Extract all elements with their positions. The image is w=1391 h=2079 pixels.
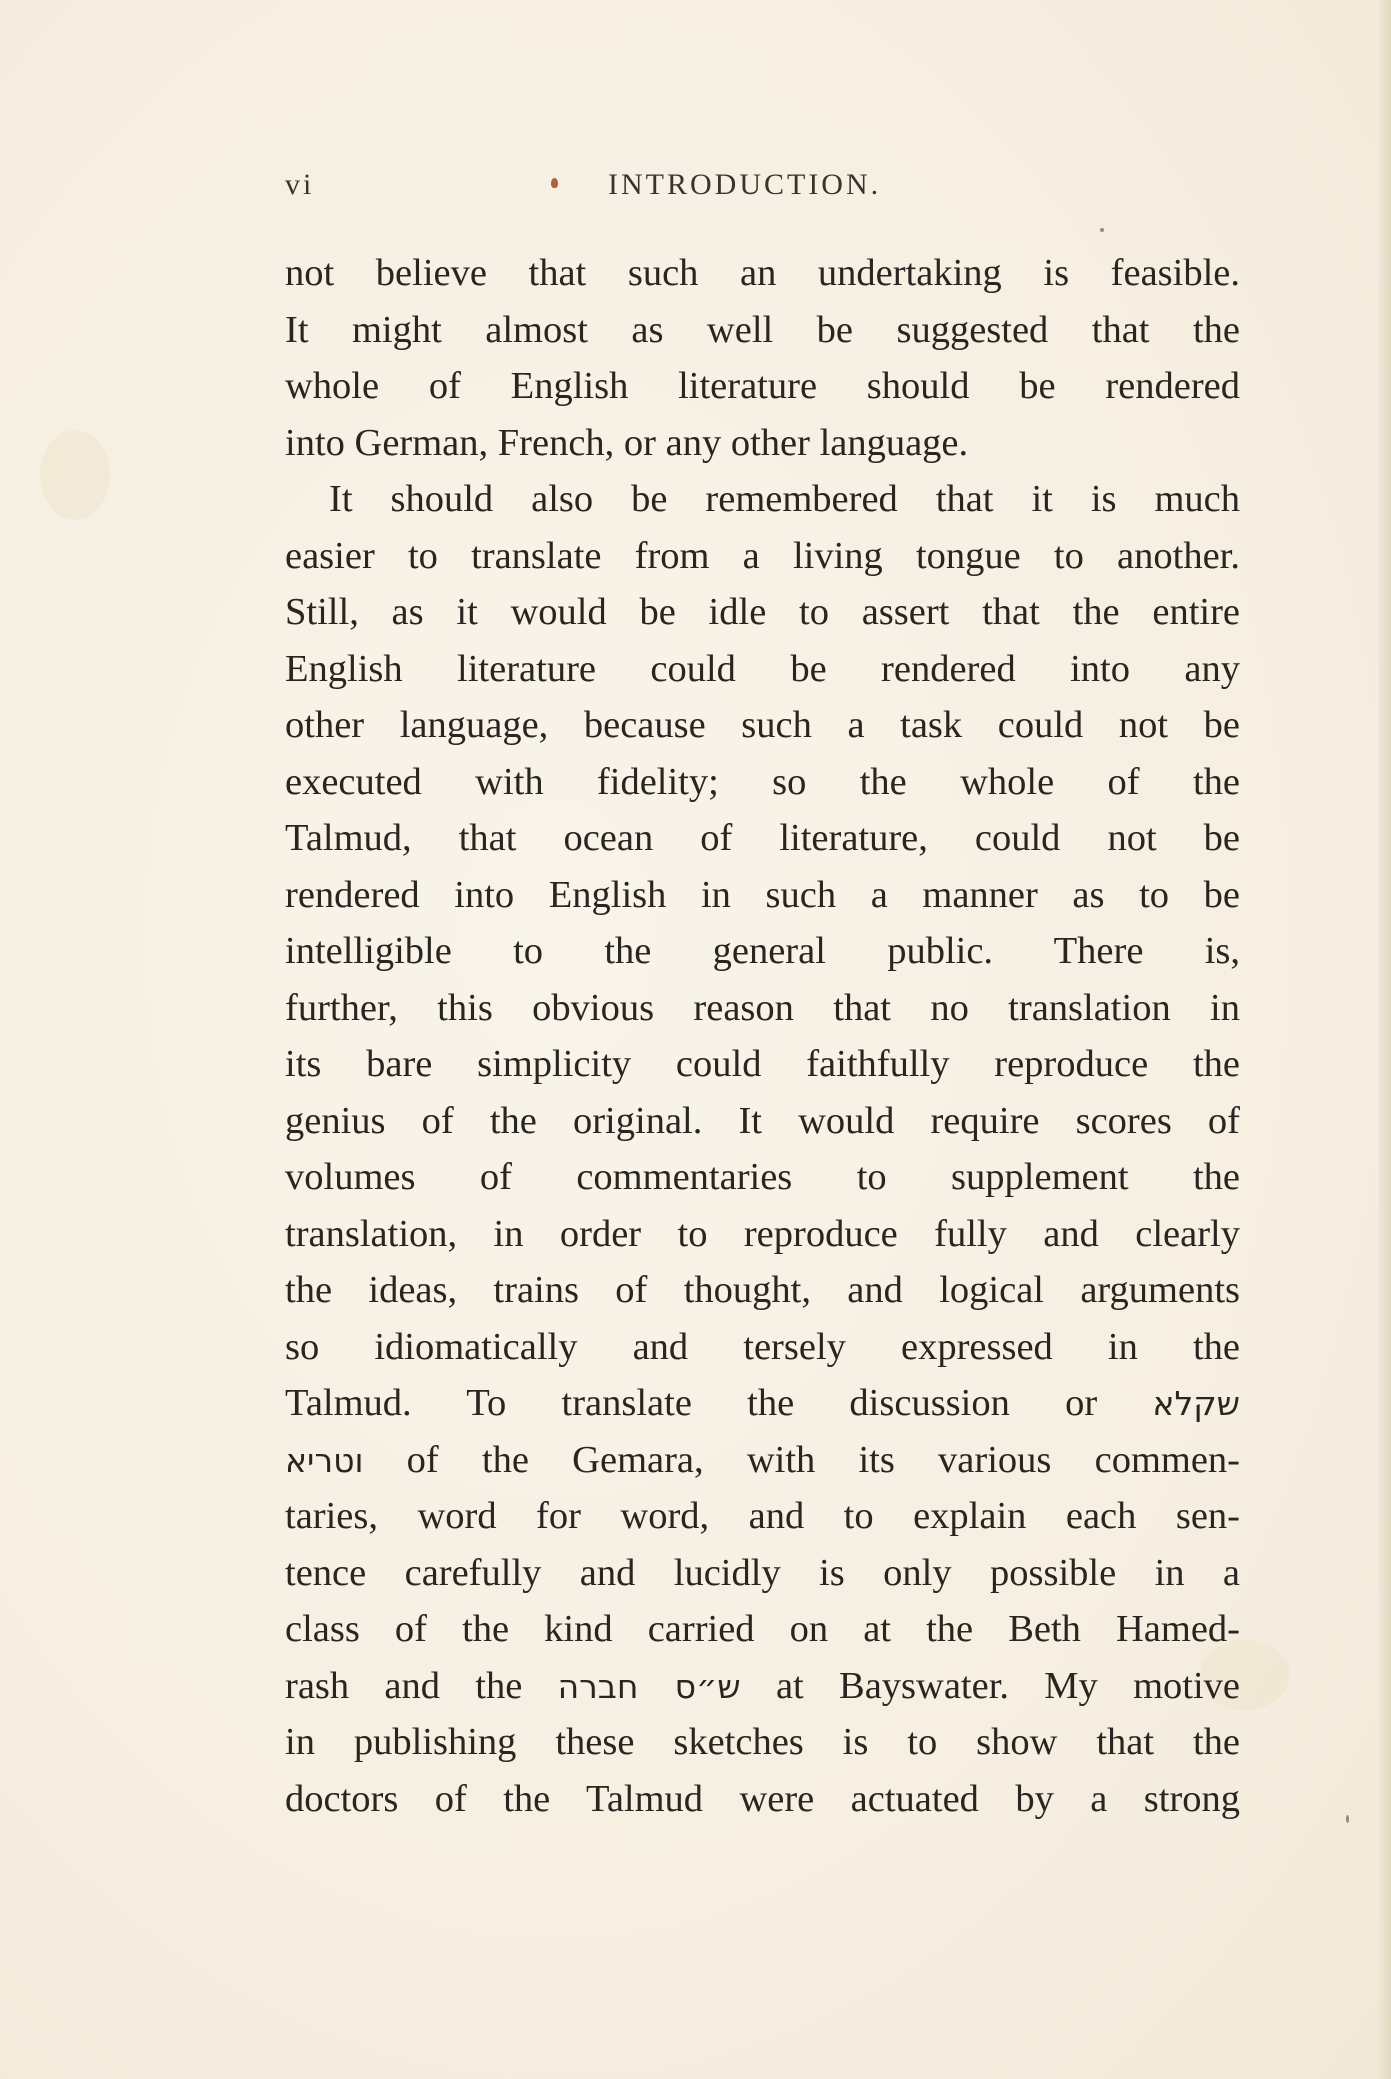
text-line: Talmud, that ocean of literature, could not be — [285, 817, 1240, 859]
text-line: the ideas, trains of thought, and logical arguments — [285, 1269, 1240, 1311]
text-line: It should also be remembered that it is much — [329, 478, 1240, 520]
text-fragment: at Bayswater. My motive — [740, 1664, 1240, 1707]
text-line — [285, 1375, 1240, 1432]
hebrew-term: ש״ס חברה — [557, 1666, 741, 1706]
text-line: other language, because such a task could not be — [285, 704, 1240, 746]
page-header — [0, 168, 1391, 208]
text-line: so idiomatically and tersely expressed in the — [285, 1325, 1240, 1368]
text-line: English literature could be rendered into any — [285, 647, 1240, 690]
running-title: INTRODUCTION. — [608, 168, 882, 201]
text-line: translation, in order to reproduce fully and clearly — [285, 1212, 1240, 1255]
ink-mark — [551, 178, 558, 188]
text-line: genius of the original. It would require scores of — [285, 1099, 1240, 1142]
text-line: class of the kind carried on at the Beth Hamed- — [285, 1608, 1240, 1650]
text-line: doctors of the Talmud were actuated by a strong — [285, 1777, 1240, 1820]
text-line: volumes of commentaries to supplement the — [285, 1156, 1240, 1198]
page-edge — [1379, 0, 1391, 2079]
paper-stain — [40, 430, 110, 520]
paper-speck — [1100, 228, 1104, 232]
text-line — [285, 1658, 1240, 1715]
text-line: executed with fidelity; so the whole of the — [285, 760, 1240, 803]
body-text — [285, 245, 1240, 1827]
text-line: It might almost as well be suggested that the — [285, 308, 1240, 351]
text-fragment: rash and the — [285, 1664, 558, 1707]
text-line: Still, as it would be idle to assert that the entire — [285, 591, 1240, 633]
hebrew-term: שקלא — [1152, 1384, 1240, 1423]
text-fragment: Talmud. To translate the discussion or — [285, 1382, 1153, 1424]
text-line: in publishing these sketches is to show that the — [285, 1721, 1240, 1763]
text-line: whole of English literature should be rendered — [285, 365, 1240, 407]
text-line: further, this obvious reason that no translation in — [285, 986, 1240, 1029]
hebrew-term: וטריא — [285, 1440, 364, 1480]
text-line: taries, word for word, and to explain each sen- — [285, 1495, 1240, 1537]
page-number: vi — [285, 168, 315, 201]
text-line: into German, French, or any other language. — [285, 421, 969, 464]
paper-speck — [1346, 1815, 1349, 1823]
text-line: its bare simplicity could faithfully reproduce the — [285, 1043, 1240, 1085]
text-line: easier to translate from a living tongue to another. — [285, 534, 1240, 577]
text-line: not believe that such an undertaking is feasible. — [285, 252, 1240, 294]
text-line: rendered into English in such a manner as to be — [285, 873, 1240, 916]
text-line — [285, 1432, 1240, 1489]
text-line: tence carefully and lucidly is only possible in a — [285, 1551, 1240, 1594]
text-line: intelligible to the general public. There is, — [285, 930, 1240, 972]
text-fragment: of the Gemara, with its various commen- — [363, 1438, 1240, 1481]
